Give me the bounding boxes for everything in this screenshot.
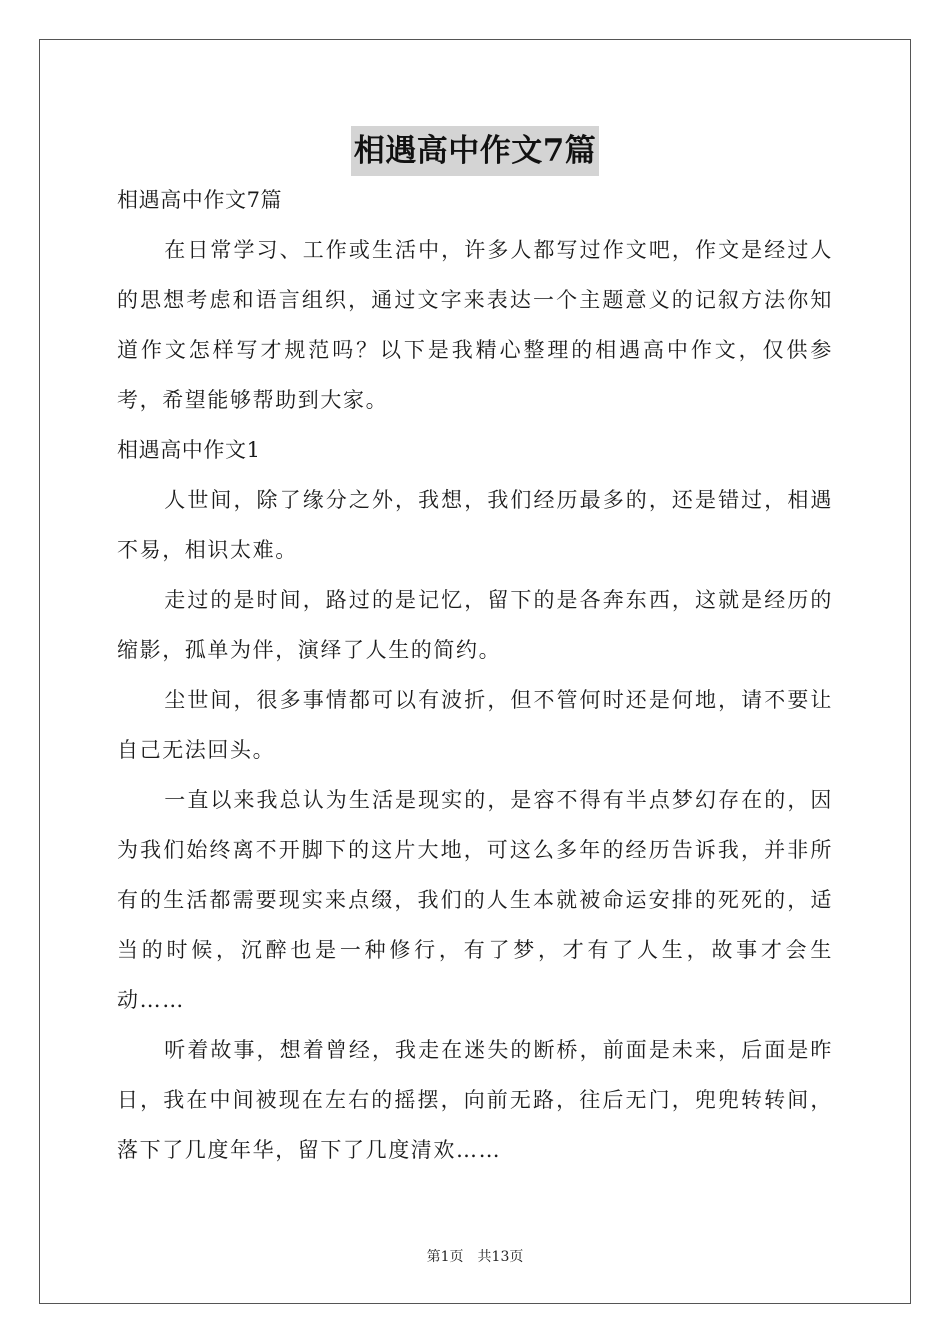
body-paragraph: 人世间，除了缘分之外，我想，我们经历最多的，还是错过，相遇不易，相识太难。: [117, 488, 833, 562]
subtitle-line: 相遇高中作文7篇: [117, 188, 283, 212]
body-paragraph: 一直以来我总认为生活是现实的，是容不得有半点梦幻存在的，因为我们始终离不开脚下的这片大地，可这么多年的经历告诉我，并非所有的生活都需要现实来点缀，我们的人生本就被命运安排的死死的，适当的时候，沉醉也是一种修行，有了梦，才有了人生，故事才会生动……: [117, 788, 833, 1012]
intro-paragraph: 在日常学习、工作或生活中，许多人都写过作文吧，作文是经过人的思想考虑和语言组织，通过文字来表达一个主题意义的记叙方法你知道作文怎样写才规范吗？以下是我精心整理的相遇高中作文，仅供参考，希望能够帮助到大家。: [117, 238, 833, 412]
body-paragraph: 走过的是时间，路过的是记忆，留下的是各奔东西，这就是经历的缩影，孤单为伴，演绎了人生的简约。: [117, 588, 833, 662]
section-heading: 相遇高中作文1: [117, 438, 261, 462]
document-title: 相遇高中作文7篇: [351, 126, 600, 176]
page-number-current: 第1页: [426, 1249, 464, 1265]
document-title-row: [0, 126, 950, 181]
body-paragraph: 尘世间，很多事情都可以有波折，但不管何时还是何地，请不要让自己无法回头。: [117, 688, 833, 762]
document-body: [117, 175, 833, 1175]
page-footer: [0, 1246, 950, 1266]
body-paragraph: 听着故事，想着曾经，我走在迷失的断桥，前面是未来，后面是昨日，我在中间被现在左右的摇摆，向前无路，往后无门，兜兜转转间，落下了几度年华，留下了几度清欢……: [117, 1038, 833, 1162]
page-number-total: 共13页: [477, 1249, 524, 1265]
